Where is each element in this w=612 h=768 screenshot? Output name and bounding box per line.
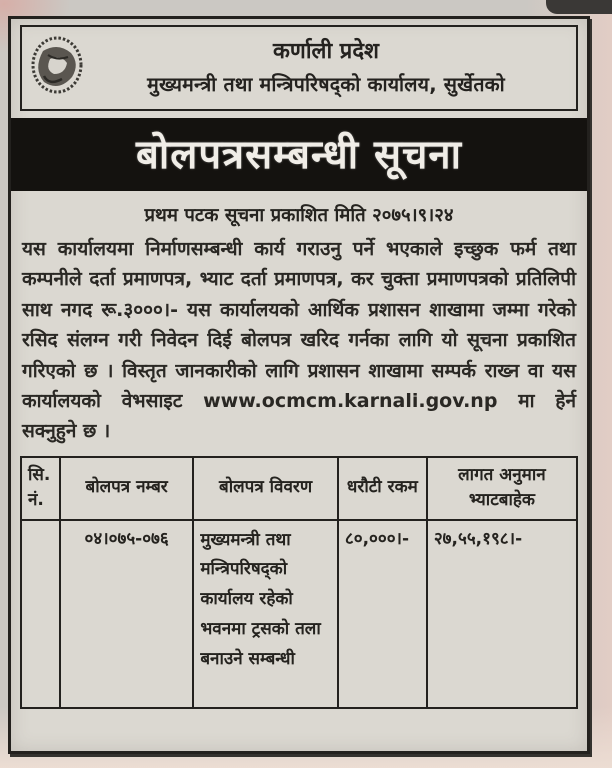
- body-text-part2: मा हेर्न सक्नुहुने छ ।: [22, 389, 576, 443]
- cell-deposit-amount: ८०,०००।-: [338, 520, 427, 708]
- notice-body-paragraph: [20, 234, 578, 447]
- body-text-part1: यस कार्यालयमा निर्माणसम्बन्धी कार्य गराउनु पर्ने भएकाले इच्छुक फर्म तथा कम्पनीले दर्ता प्रमाणपत्र, भ्याट दर्ता प्रमाणपत्र, कर चुक्ता प्रमाणपत्रको प्रतिलिपी साथ नगद रू.३०००।- यस कार्यालयको आर्थिक प्रशासन शाखामा जम्मा गरेको रसिद संलग्न गरी निवेदन दिई बोलपत्र खरिद गर्नका लागि यो सूचना प्रकाशित गरिएको छ । विस्तृत जानकारीको लागि प्रशासन शाखामा सम्पर्क राख्न वा यस कार्यालयको वेभसाइट: [22, 238, 576, 412]
- cell-tender-number: ०४।०७५-०७६: [60, 520, 193, 708]
- col-header-serial-number: सि. नं.: [21, 457, 60, 520]
- province-name: कर्णाली प्रदेश: [273, 39, 379, 64]
- col-header-tender-number: बोलपत्र नम्बर: [60, 457, 193, 520]
- cell-cost-estimate: २७,५५,१९८।-: [427, 520, 577, 708]
- tender-table: [20, 456, 578, 709]
- cell-serial-number: [21, 520, 60, 708]
- table-header-row: [21, 457, 577, 520]
- table-row: [21, 520, 577, 708]
- office-name: मुख्यमन्त्री तथा मन्त्रिपरिषद्को कार्यालय, सुर्खेतको: [147, 73, 505, 96]
- letterhead: [20, 25, 578, 111]
- col-header-deposit-amount: धरौटी रकम: [338, 457, 427, 520]
- col-header-tender-description: बोलपत्र विवरण: [193, 457, 338, 520]
- photo-artifact-top-right: [546, 0, 612, 14]
- publication-date-line: प्रथम पटक सूचना प्रकाशित मिति २०७५।९।२४: [144, 205, 454, 226]
- website-url: www.ocmcm.karnali.gov.np: [203, 389, 498, 412]
- cell-tender-description: मुख्यमन्त्री तथा मन्त्रिपरिषद्को कार्यालय रहेको भवनमा ट्रसको तला बनाउने सम्बन्धी: [193, 520, 338, 708]
- col-header-cost-estimate: लागत अनुमान भ्याटबाहेक: [427, 457, 577, 520]
- notice-title: बोलपत्रसम्बन्धी सूचना: [11, 118, 587, 191]
- nepal-government-emblem-icon: [30, 35, 86, 99]
- tender-notice-clipping: [8, 16, 590, 754]
